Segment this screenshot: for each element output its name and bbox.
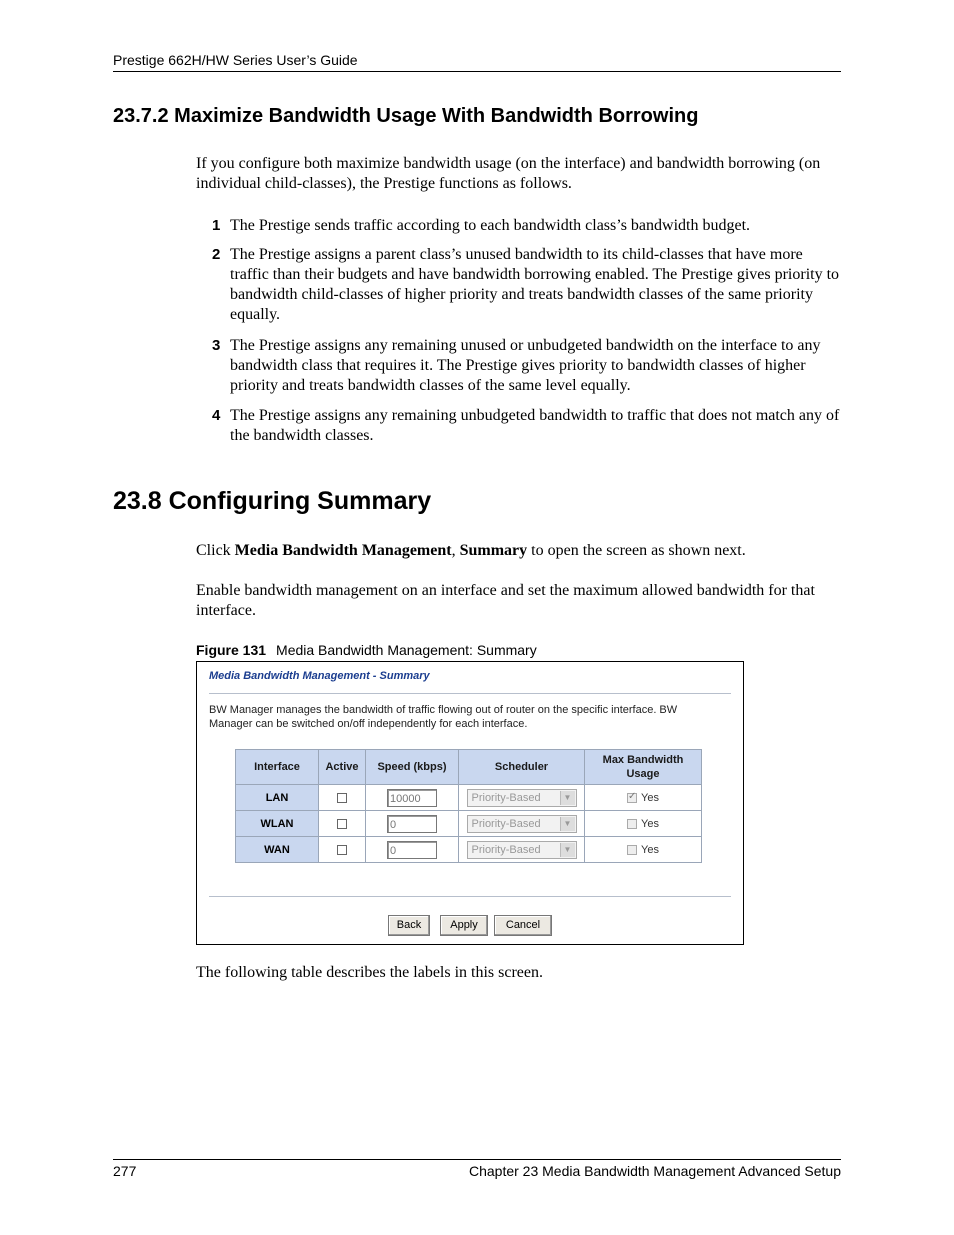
column-header: Interface (236, 750, 319, 785)
max-usage-checkbox[interactable] (627, 793, 637, 803)
scheduler-cell (459, 837, 585, 863)
max-usage-label: Yes (641, 843, 659, 856)
list-item (212, 216, 841, 236)
list-text: The Prestige sends traffic according to each bandwidth class’s bandwidth budget. (230, 217, 751, 234)
table-row (236, 811, 702, 837)
scheduler-cell (459, 811, 585, 837)
running-footer (113, 1159, 841, 1179)
enable-paragraph: Enable bandwidth management on an interface and set the maximum allowed bandwidth for that interface. (196, 582, 815, 619)
scheduler-select[interactable] (467, 815, 577, 833)
interface-cell: WLAN (236, 811, 319, 837)
list-text: The Prestige assigns any remaining unused or unbudgeted bandwidth on the interface to any bandwidth class that requires it. The Prestige gives priority to bandwidth classes of higher priority and treats bandwidth classes of the same level equally. (230, 337, 821, 394)
list-item (212, 336, 841, 396)
divider (209, 693, 731, 694)
max-usage-checkbox[interactable] (627, 845, 637, 855)
column-header: Max Bandwidth Usage (585, 750, 702, 785)
active-cell (319, 811, 366, 837)
screenshot-figure (196, 661, 744, 945)
figure-caption (196, 642, 537, 658)
speed-cell (366, 837, 459, 863)
list-text: The Prestige assigns any remaining unbudgeted bandwidth to traffic that does not match any of the bandwidth classes. (230, 407, 840, 444)
max-usage-label: Yes (641, 791, 659, 804)
speed-input[interactable]: 0 (387, 841, 437, 859)
chapter-title: Chapter 23 Media Bandwidth Management Advanced Setup (468, 1163, 841, 1179)
list-number: 1 (212, 217, 221, 234)
speed-input[interactable]: 10000 (387, 789, 437, 807)
table-intro: The following table describes the labels in this screen. (196, 964, 544, 981)
click-instruction (196, 541, 841, 561)
max-usage-cell (585, 811, 702, 837)
table-header-row (236, 750, 702, 785)
active-checkbox[interactable] (337, 819, 347, 829)
scheduler-value: Priority-Based (471, 843, 541, 856)
active-cell (319, 837, 366, 863)
table-row (236, 837, 702, 863)
list-number: 3 (212, 337, 221, 354)
scheduler-value: Priority-Based (471, 817, 541, 830)
scheduler-select[interactable] (467, 841, 577, 859)
apply-button[interactable]: Apply (440, 915, 488, 936)
max-usage-checkbox[interactable] (627, 819, 637, 829)
table-row (236, 785, 702, 811)
divider (209, 896, 731, 897)
back-button[interactable]: Back (388, 915, 430, 936)
figure-title: Media Bandwidth Management: Summary (276, 642, 537, 658)
figure-label: Figure 131 (196, 642, 267, 658)
max-usage-cell (585, 837, 702, 863)
max-usage-cell (585, 785, 702, 811)
list-item (212, 245, 841, 325)
submenu-name: Summary (459, 542, 528, 559)
dropdown-arrow-icon: ▼ (560, 843, 575, 857)
click-suffix: to open the screen as shown next. (527, 542, 746, 559)
column-header: Active (319, 750, 366, 785)
column-header: Speed (kbps) (366, 750, 459, 785)
scheduler-select[interactable] (467, 789, 577, 807)
click-prefix: Click (196, 542, 235, 559)
page-number: 277 (113, 1163, 137, 1179)
list-text: The Prestige assigns a parent class’s unused bandwidth to its child-classes that have more traffic than their budgets and have bandwidth borrowing enabled. The Prestige gives priority to bandwidth child-classes of higher priority and treats bandwidth classes of the same priority equally. (230, 246, 840, 323)
active-checkbox[interactable] (337, 793, 347, 803)
intro-paragraph: If you configure both maximize bandwidth usage (on the interface) and bandwidth borrowing (on individual child-classes), the Prestige functions as follows. (196, 155, 821, 192)
list-number: 2 (212, 246, 221, 263)
running-header: Prestige 662H/HW Series User’s Guide (113, 52, 841, 72)
separator: , (451, 542, 460, 559)
bandwidth-table (235, 749, 702, 863)
cancel-button[interactable]: Cancel (494, 915, 552, 936)
dropdown-arrow-icon: ▼ (560, 791, 575, 805)
menu-name: Media Bandwidth Management (234, 542, 452, 559)
speed-cell (366, 785, 459, 811)
speed-cell (366, 811, 459, 837)
scheduler-cell (459, 785, 585, 811)
screen-description: BW Manager manages the bandwidth of traffic flowing out of router on the specific interface. BW Manager can be switched on/off independently for each interface. (209, 704, 678, 730)
speed-input[interactable]: 0 (387, 815, 437, 833)
list-item (212, 406, 841, 446)
max-usage-label: Yes (641, 817, 659, 830)
section-heading-23-7-2: 23.7.2 Maximize Bandwidth Usage With Bandwidth Borrowing (113, 105, 699, 127)
list-number: 4 (212, 407, 221, 424)
screen-title: Media Bandwidth Management - Summary (209, 670, 430, 682)
active-checkbox[interactable] (337, 845, 347, 855)
active-cell (319, 785, 366, 811)
interface-cell: WAN (236, 837, 319, 863)
scheduler-value: Priority-Based (471, 791, 541, 804)
section-heading-23-8: 23.8 Configuring Summary (113, 487, 432, 515)
dropdown-arrow-icon: ▼ (560, 817, 575, 831)
interface-cell: LAN (236, 785, 319, 811)
column-header: Scheduler (459, 750, 585, 785)
